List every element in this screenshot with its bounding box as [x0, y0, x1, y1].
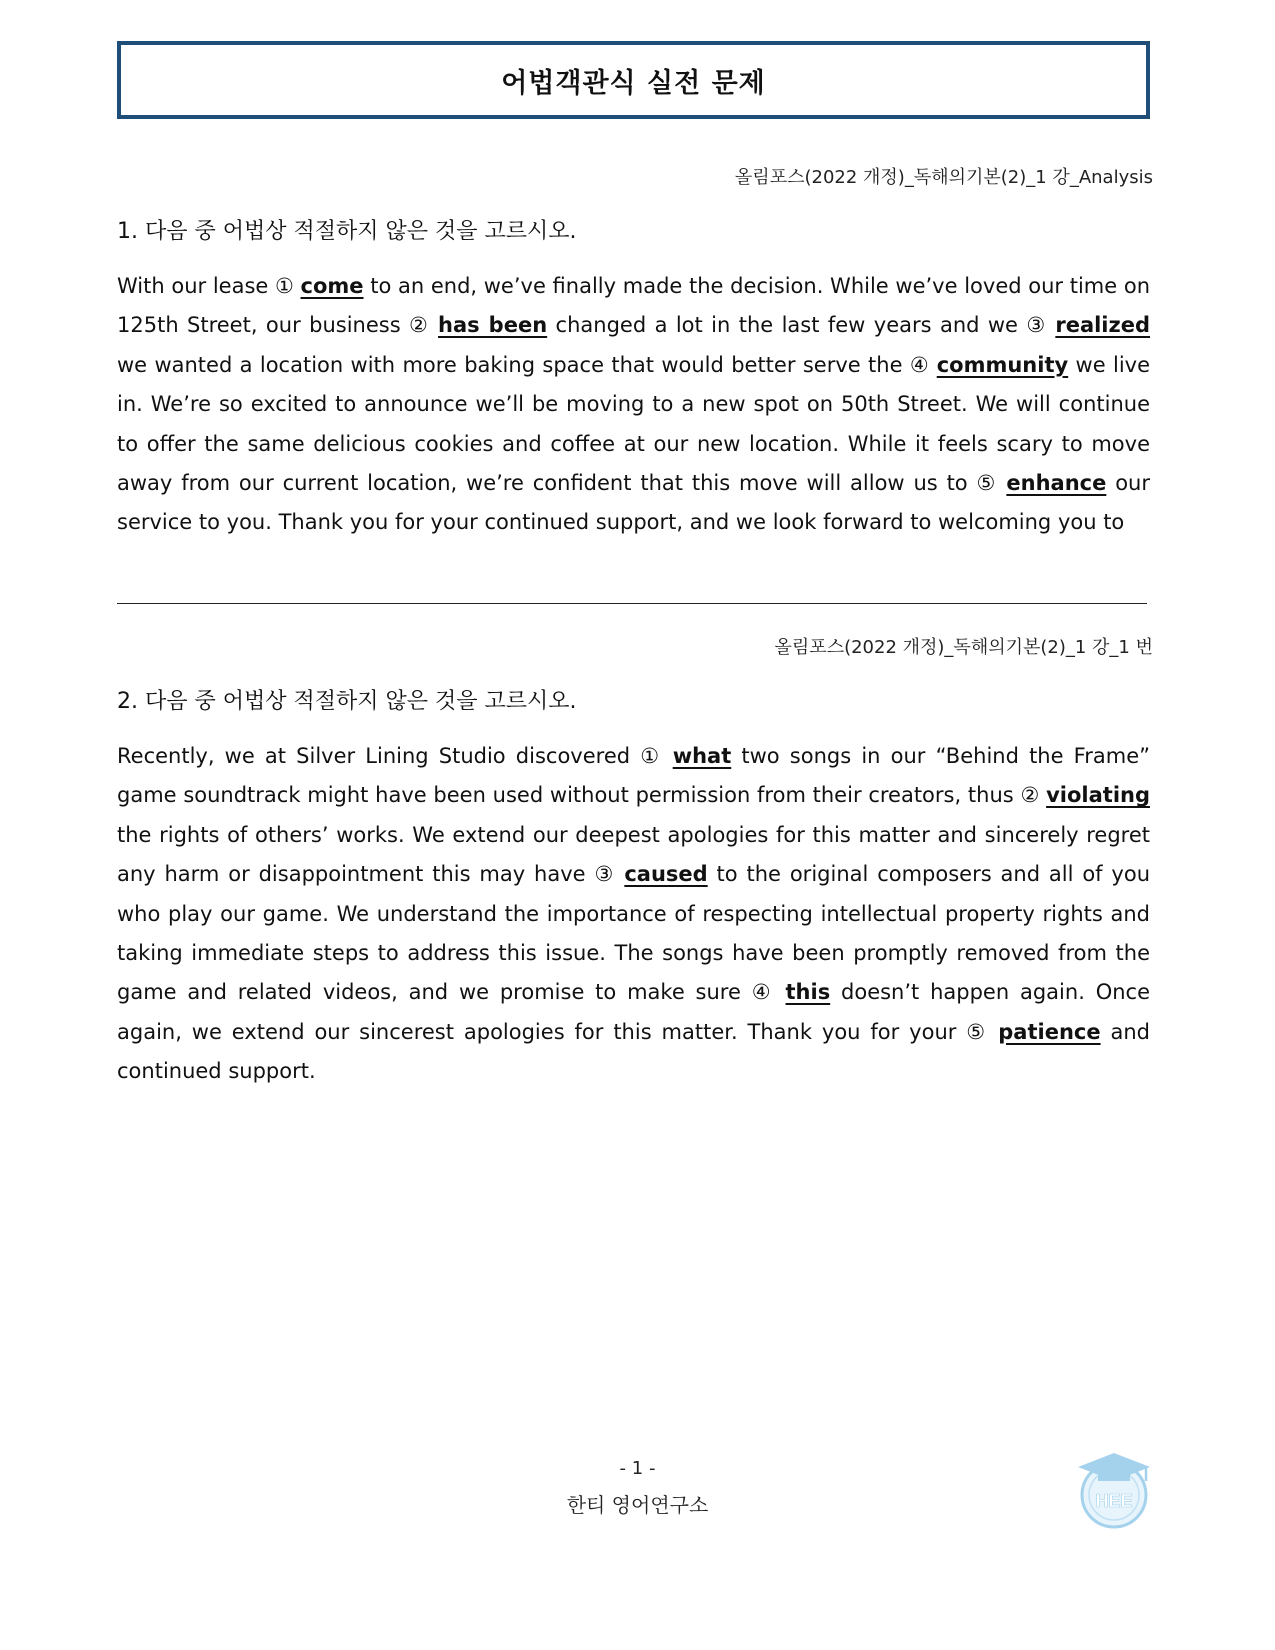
- q2-choice-3: caused: [624, 862, 708, 887]
- q2-choice-1: what: [672, 744, 732, 768]
- page-number: - 1 -: [619, 1458, 656, 1479]
- q1-text: we live in. We’re so excited to announce we’ll be moving to a new spot on 50th Street. We will continue to offer the same delicious cookies and coffee at our new location. While it feels scary to move away from our current location, we’re confident that this move will allow us to ⑤: [117, 352, 1151, 496]
- q1-choice-4: community: [936, 352, 1069, 377]
- q1-text: to an end, we’ve finally made the decision. While we’ve loved our time on 125th Street, our business ②: [117, 274, 1151, 338]
- q2-choice-4: this: [785, 980, 831, 1005]
- q2-text: to the original composers and all of you who play our game. We understand the importance of respecting intellectual property rights and taking immediate steps to address this issue. The songs have been promptly removed from the game and related videos, and we promise to make sure ④: [117, 862, 1151, 1005]
- q2-choice-5: patience: [998, 1019, 1101, 1044]
- q1-choice-5: enhance: [1006, 471, 1107, 496]
- q1-prompt: 1. 다음 중 어법상 적절하지 않은 것을 고르시오.: [117, 219, 577, 244]
- q1-choice-3: realized: [1055, 313, 1151, 338]
- q2-text: doesn’t happen again. Once again, we extend our sincerest apologies for this matter. Thank you for your ⑤: [117, 980, 1150, 1044]
- title-box: [117, 41, 1150, 119]
- q1-passage: [117, 267, 1150, 543]
- q1-text: we wanted a location with more baking space that would better serve the ④: [117, 352, 937, 377]
- q1-text: our service to you. Thank you for your continued support, and we look forward to welcoming you to: [117, 471, 1150, 535]
- logo-text: HEE: [1095, 1491, 1133, 1511]
- publisher-name: 한티 영어연구소: [566, 1493, 709, 1517]
- q1-choice-1: come: [300, 274, 364, 298]
- q1-text: changed a lot in the last few years and we ③: [547, 313, 1056, 338]
- q2-text: the rights of others’ works. We extend our deepest apologies for this matter and sincerely regret any harm or disappointment this may have ③: [117, 822, 1150, 887]
- q2-text: and continued support.: [117, 1019, 1151, 1084]
- q1-text: With our lease ①: [117, 274, 301, 298]
- q2-passage: [117, 737, 1150, 1092]
- q2-source: 올림포스(2022 개정)_독해의기본(2)_1 강_1 번: [774, 637, 1153, 658]
- q1-choice-2: has been: [438, 313, 548, 338]
- q1-source: 올림포스(2022 개정)_독해의기본(2)_1 강_Analysis: [734, 167, 1153, 188]
- q2-text: two songs in our “Behind the Frame” game soundtrack might have been used without permission from their creators, thus ②: [117, 744, 1150, 808]
- section-divider: [117, 603, 1147, 604]
- q2-prompt: 2. 다음 중 어법상 적절하지 않은 것을 고르시오.: [117, 689, 577, 714]
- q2-text: Recently, we at Silver Lining Studio discovered ①: [117, 744, 673, 768]
- page-title: 어법객관식 실전 문제: [501, 67, 766, 99]
- q2-choice-2: violating: [1046, 783, 1150, 808]
